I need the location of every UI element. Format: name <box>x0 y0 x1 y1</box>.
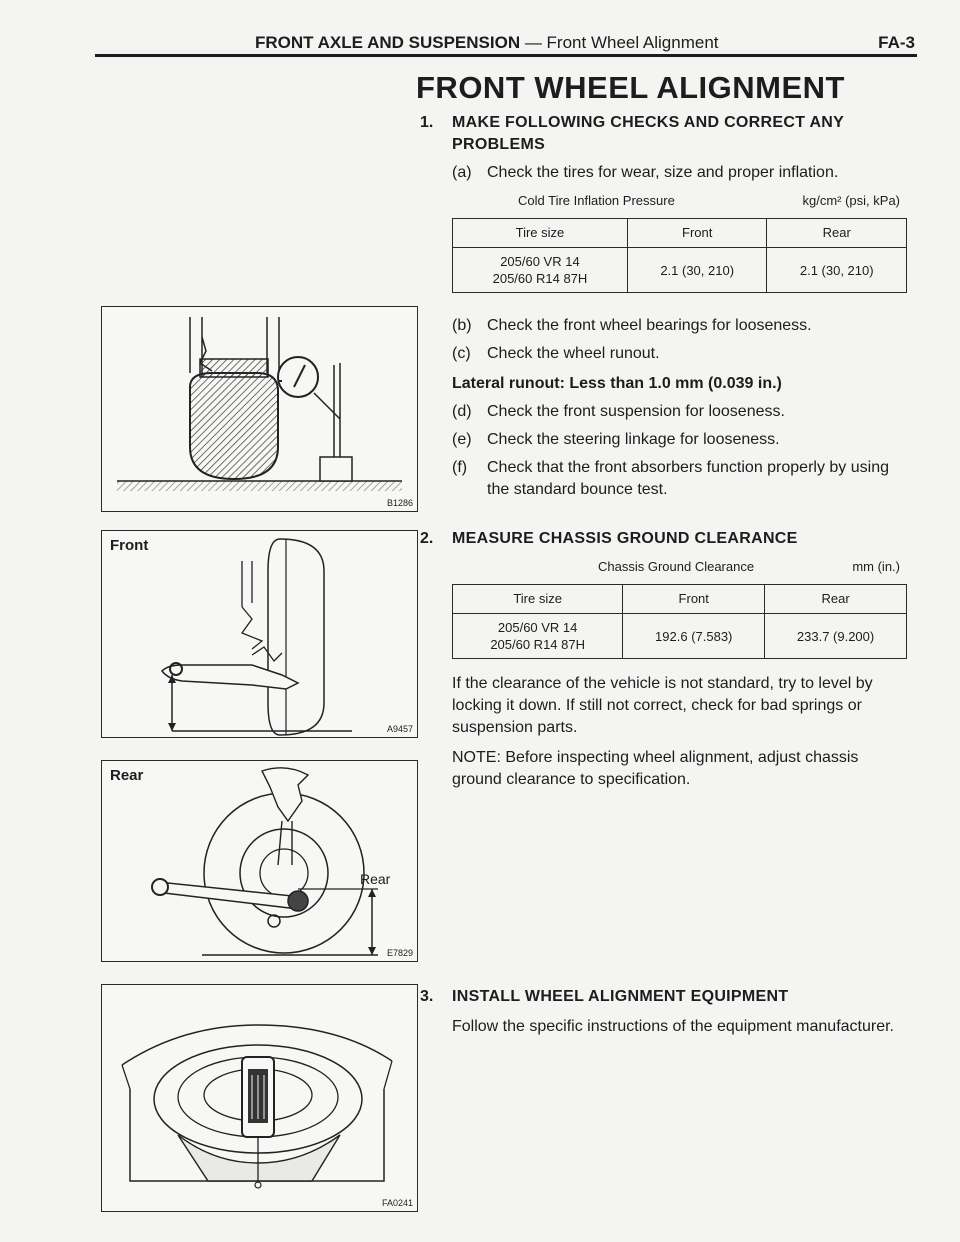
runout-illustration <box>102 307 417 511</box>
table-row <box>453 248 907 293</box>
front-clearance-cell: 192.6 (7.583) <box>623 614 765 659</box>
step-text: Follow the specific instructions of the equipment manufacturer. <box>452 1018 894 1035</box>
step-number: 3. <box>420 988 434 1005</box>
section-title: FRONT AXLE AND SUSPENSION <box>255 33 521 52</box>
item-text: Check the wheel runout. <box>487 345 660 362</box>
alignment-equipment-illustration <box>102 985 417 1211</box>
clearance-paragraph: If the clearance of the vehicle is not standard, try to level by locking it down. If still not correct, check for bad springs or suspension parts. <box>452 675 873 736</box>
table-caption-title: Cold Tire Inflation Pressure <box>518 193 675 208</box>
step-heading: MAKE FOLLOWING CHECKS AND CORRECT ANY PROBLEMS <box>452 114 844 153</box>
step-3 <box>420 986 912 1038</box>
table-header-row <box>453 585 907 614</box>
figure-label: Rear <box>110 767 144 784</box>
table-header: Rear <box>767 219 907 248</box>
figure-label: Front <box>110 537 149 554</box>
figure-inner-label: Rear <box>360 871 391 887</box>
table-header: Tire size <box>453 585 623 614</box>
figure-rear-clearance <box>101 760 418 962</box>
inflation-table-caption <box>452 190 912 210</box>
tire-size: 205/60 VR 14 <box>497 620 578 635</box>
step-number: 1. <box>420 114 434 131</box>
table-caption-unit: kg/cm² (psi, kPa) <box>802 193 900 208</box>
step-heading: INSTALL WHEEL ALIGNMENT EQUIPMENT <box>452 988 789 1005</box>
item-text: Check that the front absorbers function properly by using the standard bounce test. <box>487 459 889 498</box>
table-caption-title: Chassis Ground Clearance <box>598 559 755 574</box>
subsection-title: Front Wheel Alignment <box>546 33 719 52</box>
ground-clearance-table <box>452 584 907 659</box>
step-1 <box>420 112 912 501</box>
rear-clearance-illustration <box>102 761 417 961</box>
tire-size-cell <box>453 248 628 293</box>
check-item-e <box>452 429 912 451</box>
table-row <box>453 614 907 659</box>
table-header: Rear <box>765 585 907 614</box>
title-separator: — <box>520 33 547 52</box>
inflation-pressure-table <box>452 218 907 293</box>
step-heading: MEASURE CHASSIS GROUND CLEARANCE <box>452 530 798 547</box>
check-item-a <box>452 162 912 184</box>
check-item-f <box>452 457 912 501</box>
item-text: Check the front suspension for looseness. <box>487 403 785 420</box>
clearance-table-caption <box>452 556 912 576</box>
figure-front-clearance <box>101 530 418 738</box>
lateral-runout-spec: Lateral runout: Less than 1.0 mm (0.039 in.) <box>452 375 782 392</box>
tire-size-cell <box>453 614 623 659</box>
item-text: Check the tires for wear, size and proper inflation. <box>487 164 839 181</box>
page-number: FA-3 <box>878 33 915 52</box>
tire-size: 205/60 R14 87H <box>492 271 588 286</box>
step-2 <box>420 528 912 791</box>
figure-code: FA0241 <box>381 1198 413 1208</box>
item-text: Check the steering linkage for looseness. <box>487 431 780 448</box>
table-header: Front <box>627 219 767 248</box>
page-title: FRONT WHEEL ALIGNMENT <box>416 70 845 105</box>
figure-alignment-equipment <box>101 984 418 1212</box>
page-header <box>95 30 917 57</box>
check-item-c <box>452 343 912 365</box>
table-header-row <box>453 219 907 248</box>
item-label: (f) <box>452 459 468 476</box>
item-label: (d) <box>452 403 472 420</box>
rear-pressure-cell: 2.1 (30, 210) <box>767 248 907 293</box>
figure-code: E7829 <box>386 948 413 958</box>
note-paragraph: NOTE: Before inspecting wheel alignment, adjust chassis ground clearance to specification. <box>452 749 859 788</box>
item-label: (c) <box>452 345 471 362</box>
item-label: (a) <box>452 164 472 181</box>
step-number: 2. <box>420 530 434 547</box>
item-text: Check the front wheel bearings for looseness. <box>487 317 812 334</box>
front-pressure-cell: 2.1 (30, 210) <box>627 248 767 293</box>
running-title <box>255 32 719 54</box>
item-label: (e) <box>452 431 472 448</box>
table-header: Front <box>623 585 765 614</box>
rear-clearance-cell: 233.7 (9.200) <box>765 614 907 659</box>
front-clearance-illustration <box>102 531 417 737</box>
check-item-b <box>452 315 912 337</box>
table-header: Tire size <box>453 219 628 248</box>
figure-runout-check <box>101 306 418 512</box>
tire-size: 205/60 VR 14 <box>500 254 580 269</box>
figure-code: A9457 <box>386 724 413 734</box>
item-label: (b) <box>452 317 472 334</box>
table-caption-unit: mm (in.) <box>852 559 900 574</box>
figure-code: B1286 <box>386 498 413 508</box>
check-item-d <box>452 401 912 423</box>
tire-size: 205/60 R14 87H <box>490 637 585 652</box>
